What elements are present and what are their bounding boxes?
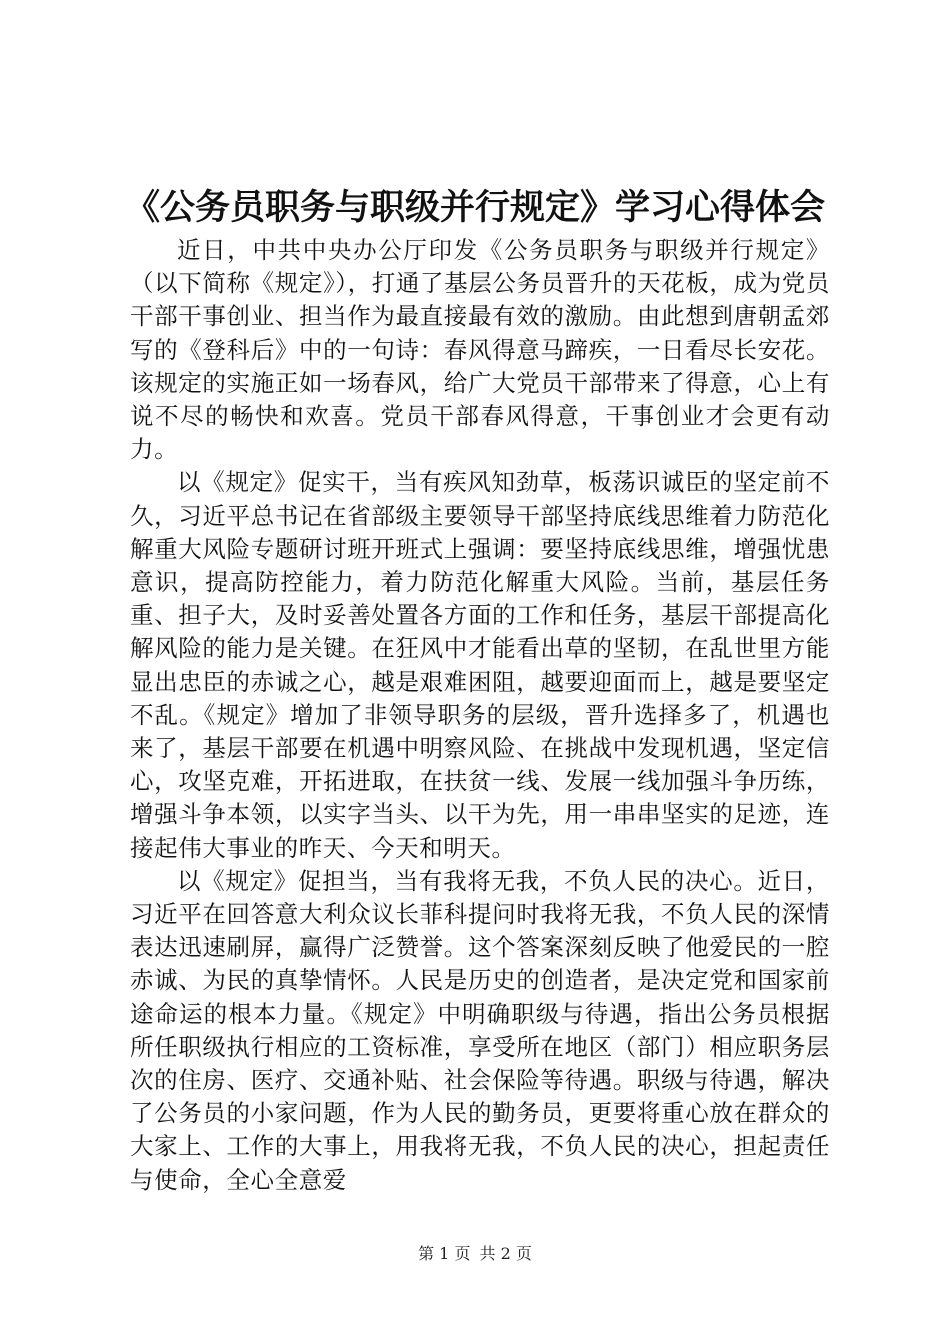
paragraph-intro: 近日，中共中央办公厅印发《公务员职务与职级并行规定》（以下简称《规定》），打通了基层公务员晋升的天花板，成为党员干部干事创业、担当作为最直接最有效的激励。由此想到唐朝孟郊写的《登科后》中的一句诗：春风得意马蹄疾，一日看尽长安花。该规定的实施正如一场春风，给广大党员干部带来了得意，心上有说不尽的畅快和欢喜。党员干部春风得意，干事创业才会更有动力。 xyxy=(130,236,830,464)
paragraph-responsibility: 以《规定》促担当，当有我将无我，不负人民的决心。近日，习近平在回答意大利众议长菲科提问时我将无我，不负人民的深情表达迅速刷屏，赢得广泛赞誉。这个答案深刻反映了他爱民的一腔赤诚、为民的真挚情怀。人民是历史的创造者，是决定党和国家前途命运的根本力量。《规定》中明确职级与待遇，指出公务员根据所任职级执行相应的工资标准，享受所在地区（部门）相应职务层次的住房、医疗、交通补贴、社会保险等待遇。职级与待遇，解决了公务员的小家问题，作为人民的勤务员，更要将重心放在群众的大家上、工作的大事上，用我将无我，不负人民的决心，担起责任与使命，全心全意爱 xyxy=(130,866,830,1194)
document-body xyxy=(130,234,830,1197)
document-title: 《公务员职务与职级并行规定》学习心得体会 xyxy=(124,187,825,228)
page-footer xyxy=(0,1242,950,1266)
paragraph-practical-work: 以《规定》促实干，当有疾风知劲草，板荡识诚臣的坚定前不久，习近平总书记在省部级主要领导干部坚持底线思维着力防范化解重大风险专题研讨班开班式上强调：要坚持底线思维，增强忧患意识，提高防控能力，着力防范化解重大风险。当前，基层任务重、担子大，及时妥善处置各方面的工作和任务，基层干部提高化解风险的能力是关键。在狂风中才能看出草的坚韧，在乱世里方能显出忠臣的赤诚之心，越是艰难困阻，越要迎面而上，越是要坚定不乱。《规定》增加了非领导职务的层级，晋升选择多了，机遇也来了，基层干部要在机遇中明察风险、在挑战中发现机遇，坚定信心，攻坚克难，开拓进取，在扶贫一线、发展一线加强斗争历练，增强斗争本领，以实字当头、以干为先，用一串串坚实的足迹，连接起伟大事业的昨天、今天和明天。 xyxy=(130,468,830,862)
page-number-total: 共 2 页 xyxy=(479,1244,532,1263)
page-number-current: 第 1 页 xyxy=(418,1244,471,1263)
